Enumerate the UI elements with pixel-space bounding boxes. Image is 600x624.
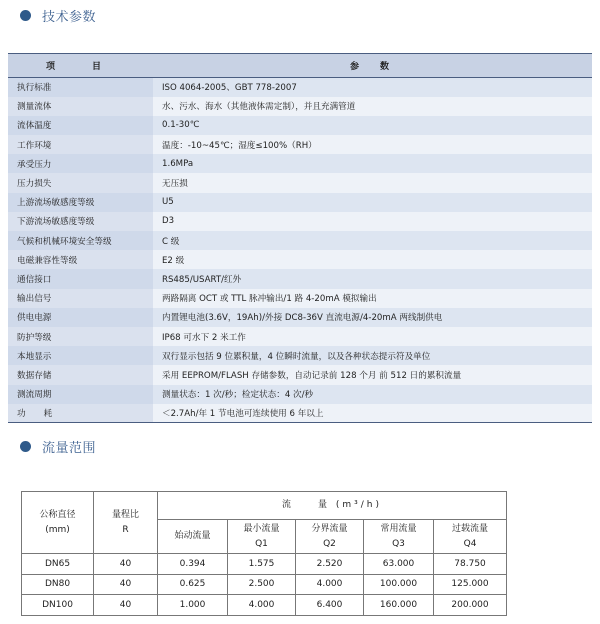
spec-value: U5	[162, 197, 174, 208]
spec-label: 流体温度	[8, 116, 153, 135]
min-symbol: Q1	[255, 538, 268, 549]
flow-cell-start: 0.394	[158, 554, 228, 575]
flow-header-boundary	[296, 520, 364, 554]
spec-value: D3	[162, 216, 175, 227]
flow-cell-q4: 78.750	[434, 554, 507, 575]
common-symbol: Q3	[392, 538, 405, 549]
bullet-dot-icon	[20, 10, 31, 21]
spec-table	[8, 53, 592, 423]
spec-label: 输出信号	[8, 289, 153, 308]
spec-row	[8, 97, 592, 116]
flow-cell-q3: 63.000	[364, 554, 434, 575]
spec-row	[8, 154, 592, 173]
ratio-label: 量程比	[111, 510, 139, 521]
spec-label: 本地显示	[8, 346, 153, 365]
spec-label: 供电电源	[8, 308, 153, 327]
boundary-label: 分界流量	[311, 524, 348, 535]
flow-header-start	[158, 520, 228, 554]
spec-value: RS485/USART/红外	[162, 274, 242, 285]
spec-row	[8, 231, 592, 250]
flow-cell-r: 40	[94, 595, 158, 616]
flow-header-common	[364, 520, 434, 554]
spec-label: 下游流场敏感度等级	[8, 212, 153, 231]
spec-row	[8, 365, 592, 384]
spec-value: ＜2.7Ah/年 1 节电池可连续使用 6 年以上	[153, 404, 592, 423]
boundary-symbol: Q2	[323, 538, 336, 549]
flow-header-ratio	[94, 492, 158, 554]
start-label: 始动流量	[174, 531, 211, 542]
flow-cell-q4: 200.000	[434, 595, 507, 616]
spec-row	[8, 269, 592, 288]
flow-cell-q1: 2.500	[228, 574, 296, 595]
tech-params-title: 技术参数	[42, 10, 97, 25]
spec-label: 电磁兼容性等级	[8, 250, 153, 269]
spec-value: 测量状态：1 次/秒；检定状态：4 次/秒	[162, 390, 314, 401]
spec-row	[8, 212, 592, 231]
spec-row	[8, 308, 592, 327]
flow-cell-dn: DN80	[22, 574, 94, 595]
spec-table-header	[8, 54, 592, 78]
flow-cell-r: 40	[94, 554, 158, 575]
flow-cell-q2: 6.400	[296, 595, 364, 616]
spec-row	[8, 78, 592, 97]
spec-row	[8, 346, 592, 365]
spec-row	[8, 135, 592, 154]
spec-label: 工作环境	[8, 135, 153, 154]
diameter-label: 公称直径	[39, 510, 76, 521]
spec-value: 采用 EEPROM/FLASH 存储参数，自动记录前 128 个月 前 512 日的累积流量	[162, 370, 462, 381]
ratio-symbol: R	[122, 524, 129, 535]
spec-label: 通信接口	[8, 269, 153, 288]
flow-row	[22, 554, 507, 575]
spec-header-param: 参 数	[153, 54, 592, 78]
spec-value: IP68 可水下 2 米工作	[162, 332, 246, 343]
flow-cell-q1: 4.000	[228, 595, 296, 616]
spec-label: 执行标准	[8, 78, 153, 97]
spec-row	[8, 404, 592, 423]
spec-row	[8, 173, 592, 192]
flow-cell-q3: 100.000	[364, 574, 434, 595]
flow-cell-start: 1.000	[158, 595, 228, 616]
tech-params-heading	[20, 6, 96, 25]
spec-label: 测流周期	[8, 385, 153, 404]
spec-value: 1.6MPa	[162, 158, 194, 169]
spec-label: 气候和机械环境安全等级	[8, 231, 153, 250]
common-label: 常用流量	[380, 524, 417, 535]
spec-header-item: 项 目	[8, 54, 153, 78]
spec-value: 双行显示包括 9 位累积量，4 位瞬时流量，以及各种状态提示符及单位	[162, 351, 431, 362]
spec-value: 无压损	[162, 179, 188, 190]
spec-value: 两路隔离 OCT 或 TTL 脉冲输出/1 路 4-20mA 模拟输出	[162, 294, 377, 305]
spec-value: C 级	[162, 236, 180, 247]
flow-range-heading	[20, 437, 96, 456]
spec-row	[8, 250, 592, 269]
flow-row	[22, 574, 507, 595]
diameter-unit: (mm)	[45, 524, 70, 535]
spec-value: 内置锂电池(3.6V，19Ah)/外接 DC8-36V 直流电源/4-20mA 两线制供电	[162, 313, 443, 324]
spec-row	[8, 193, 592, 212]
flow-header-overload	[434, 520, 507, 554]
spec-row	[8, 385, 592, 404]
spec-row	[8, 327, 592, 346]
flow-row	[22, 595, 507, 616]
spec-row	[8, 289, 592, 308]
overload-symbol: Q4	[463, 538, 477, 549]
flow-cell-r: 40	[94, 574, 158, 595]
spec-value: 0.1-30℃	[162, 120, 200, 131]
flow-range-table	[21, 491, 507, 616]
flow-cell-q3: 160.000	[364, 595, 434, 616]
flow-cell-dn: DN65	[22, 554, 94, 575]
flow-cell-q1: 1.575	[228, 554, 296, 575]
flow-header-diameter	[22, 492, 94, 554]
flow-header-flow: 流 量 (m³/h)	[158, 492, 507, 520]
spec-value: ISO 4064-2005、GBT 778-2007	[162, 83, 297, 94]
bullet-dot-icon	[20, 441, 31, 452]
flow-cell-q2: 4.000	[296, 574, 364, 595]
flow-range-title: 流量范围	[42, 441, 97, 456]
overload-label: 过载流量	[452, 524, 489, 535]
spec-label: 承受压力	[8, 154, 153, 173]
flow-cell-start: 0.625	[158, 574, 228, 595]
flow-cell-q4: 125.000	[434, 574, 507, 595]
spec-label: 上游流场敏感度等级	[8, 193, 153, 212]
spec-label: 数据存储	[8, 365, 153, 384]
spec-label: 压力损失	[8, 173, 153, 192]
spec-label: 功耗	[8, 404, 153, 423]
flow-cell-q2: 2.520	[296, 554, 364, 575]
spec-value: 水、污水、海水（其他液体需定制），并且充满管道	[162, 102, 356, 113]
flow-header-min	[228, 520, 296, 554]
spec-row	[8, 116, 592, 135]
min-label: 最小流量	[243, 524, 280, 535]
spec-label: 测量流体	[8, 97, 153, 116]
flow-cell-dn: DN100	[22, 595, 94, 616]
spec-label: 防护等级	[8, 327, 153, 346]
spec-value: E2 级	[162, 255, 185, 266]
spec-value: 温度：-10~45℃；湿度≤100%（RH）	[162, 140, 317, 151]
